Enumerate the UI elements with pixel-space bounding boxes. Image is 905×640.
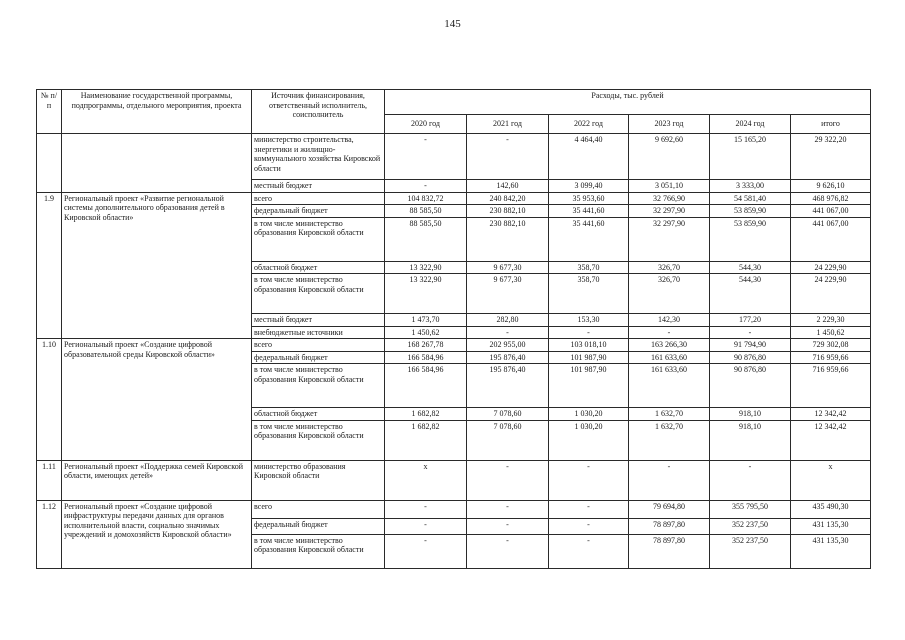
year-value: - <box>467 134 549 180</box>
year-value: 177,20 <box>710 314 791 327</box>
table-row <box>37 134 871 180</box>
total-value: 9 626,10 <box>791 180 871 193</box>
year-value: 1 030,20 <box>549 408 629 421</box>
year-value: 326,70 <box>629 274 710 314</box>
year-value: 166 584,96 <box>385 351 467 364</box>
year-value: 230 882,10 <box>467 205 549 218</box>
year-value: 79 694,80 <box>629 500 710 518</box>
year-value: 352 237,50 <box>710 534 791 568</box>
funding-source: в том числе министерство образования Кировской области <box>252 534 385 568</box>
total-value: 431 135,30 <box>791 518 871 534</box>
year-value: - <box>467 518 549 534</box>
year-value: 7 078,60 <box>467 408 549 421</box>
year-value: - <box>549 460 629 500</box>
year-value: 1 632,70 <box>629 420 710 460</box>
funding-source: областной бюджет <box>252 408 385 421</box>
year-value: 88 585,50 <box>385 205 467 218</box>
total-value: 468 976,82 <box>791 192 871 205</box>
year-value: 32 297,90 <box>629 217 710 261</box>
year-value: 101 987,90 <box>549 351 629 364</box>
table-row <box>37 500 871 518</box>
row-number: 1.11 <box>37 460 62 500</box>
year-value: 161 633,60 <box>629 351 710 364</box>
header-number: № п/п <box>37 90 62 134</box>
year-value: 355 795,50 <box>710 500 791 518</box>
year-value: 90 876,80 <box>710 351 791 364</box>
year-value: 240 842,20 <box>467 192 549 205</box>
year-value: 1 473,70 <box>385 314 467 327</box>
program-name: Региональный проект «Создание цифровой образовательной среды Кировской области» <box>62 339 252 461</box>
row-number: 1.9 <box>37 192 62 339</box>
year-value: 358,70 <box>549 261 629 274</box>
page-number: 145 <box>444 18 461 30</box>
year-value: 1 030,20 <box>549 420 629 460</box>
year-value: - <box>549 326 629 339</box>
funding-source: федеральный бюджет <box>252 518 385 534</box>
year-value: 195 876,40 <box>467 364 549 408</box>
year-value: - <box>385 500 467 518</box>
total-value: 24 229,90 <box>791 261 871 274</box>
program-name: Региональный проект «Развитие региональной системы дополнительного образования детей в Кировской области» <box>62 192 252 339</box>
year-value: - <box>467 500 549 518</box>
year-value: 544,30 <box>710 274 791 314</box>
year-value: 918,10 <box>710 408 791 421</box>
table-row <box>37 460 871 500</box>
year-value: 35 441,60 <box>549 205 629 218</box>
year-value: - <box>467 460 549 500</box>
funding-source: областной бюджет <box>252 261 385 274</box>
year-value: 230 882,10 <box>467 217 549 261</box>
year-value: 15 165,20 <box>710 134 791 180</box>
year-value: 326,70 <box>629 261 710 274</box>
funding-source: в том числе министерство образования Кировской области <box>252 364 385 408</box>
funding-source: федеральный бюджет <box>252 351 385 364</box>
year-value: 166 584,96 <box>385 364 467 408</box>
header-year: 2021 год <box>467 115 549 134</box>
year-value: 1 632,70 <box>629 408 710 421</box>
year-value: - <box>549 518 629 534</box>
total-value: 441 067,00 <box>791 205 871 218</box>
year-value: 142,30 <box>629 314 710 327</box>
year-value: 9 677,30 <box>467 274 549 314</box>
year-value: - <box>710 460 791 500</box>
year-value: - <box>629 460 710 500</box>
year-value: 161 633,60 <box>629 364 710 408</box>
total-value: 29 322,20 <box>791 134 871 180</box>
header-name: Наименование государственной программы, подпрограммы, отдельного мероприятия, проекта <box>62 90 252 134</box>
year-value: 1 682,82 <box>385 420 467 460</box>
year-value: 88 585,50 <box>385 217 467 261</box>
year-value: 91 794,90 <box>710 339 791 352</box>
year-value: 104 832,72 <box>385 192 467 205</box>
funding-source: министерство образования Кировской области <box>252 460 385 500</box>
header-year: 2022 год <box>549 115 629 134</box>
year-value: 13 322,90 <box>385 274 467 314</box>
total-value: 24 229,90 <box>791 274 871 314</box>
year-value: 13 322,90 <box>385 261 467 274</box>
total-value: 716 959,66 <box>791 364 871 408</box>
total-value: 2 229,30 <box>791 314 871 327</box>
total-value: 431 135,30 <box>791 534 871 568</box>
funding-source: местный бюджет <box>252 314 385 327</box>
funding-source: всего <box>252 500 385 518</box>
year-value: 9 692,60 <box>629 134 710 180</box>
year-value: - <box>549 534 629 568</box>
year-value: 163 266,30 <box>629 339 710 352</box>
year-value: 3 333,00 <box>710 180 791 193</box>
year-value: - <box>629 326 710 339</box>
year-value: - <box>385 534 467 568</box>
year-value: 7 078,60 <box>467 420 549 460</box>
year-value: 53 859,90 <box>710 217 791 261</box>
expenses-table <box>36 89 871 569</box>
year-value: 9 677,30 <box>467 261 549 274</box>
year-value: 1 450,62 <box>385 326 467 339</box>
year-value: - <box>549 500 629 518</box>
year-value: 168 267,78 <box>385 339 467 352</box>
row-number: 1.12 <box>37 500 62 568</box>
total-value: 12 342,42 <box>791 408 871 421</box>
year-value: 142,60 <box>467 180 549 193</box>
header-year: 2023 год <box>629 115 710 134</box>
year-value: 4 464,40 <box>549 134 629 180</box>
funding-source: всего <box>252 339 385 352</box>
year-value: - <box>710 326 791 339</box>
year-value: 352 237,50 <box>710 518 791 534</box>
year-value: 53 859,90 <box>710 205 791 218</box>
total-value: 1 450,62 <box>791 326 871 339</box>
row-number: 1.10 <box>37 339 62 461</box>
table-row <box>37 339 871 352</box>
year-value: 32 766,90 <box>629 192 710 205</box>
program-name: Региональный проект «Поддержка семей Кировской области, имеющих детей» <box>62 460 252 500</box>
funding-source: всего <box>252 192 385 205</box>
year-value: 35 953,60 <box>549 192 629 205</box>
year-value: 78 897,80 <box>629 534 710 568</box>
total-value: 12 342,42 <box>791 420 871 460</box>
total-value: 716 959,66 <box>791 351 871 364</box>
header-year: 2020 год <box>385 115 467 134</box>
header-expenses: Расходы, тыс. рублей <box>385 90 871 115</box>
funding-source: в том числе министерство образования Кировской области <box>252 274 385 314</box>
year-value: 90 876,80 <box>710 364 791 408</box>
year-value: 78 897,80 <box>629 518 710 534</box>
year-value: - <box>385 180 467 193</box>
header-total: итого <box>791 115 871 134</box>
row-number <box>37 134 62 193</box>
table-row <box>37 192 871 205</box>
year-value: 3 099,40 <box>549 180 629 193</box>
year-value: 358,70 <box>549 274 629 314</box>
year-value: - <box>467 534 549 568</box>
year-value: 54 581,40 <box>710 192 791 205</box>
funding-source: федеральный бюджет <box>252 205 385 218</box>
header-source: Источник финансирования, ответственный исполнитель, соисполнитель <box>252 90 385 134</box>
year-value: 35 441,60 <box>549 217 629 261</box>
year-value: 1 682,82 <box>385 408 467 421</box>
table-body <box>37 134 871 569</box>
year-value: 103 018,10 <box>549 339 629 352</box>
funding-source: местный бюджет <box>252 180 385 193</box>
year-value: - <box>385 518 467 534</box>
year-value: - <box>385 134 467 180</box>
year-value: 282,80 <box>467 314 549 327</box>
total-value: x <box>791 460 871 500</box>
year-value: 101 987,90 <box>549 364 629 408</box>
year-value: 544,30 <box>710 261 791 274</box>
funding-source: министерство строительства, энергетики и жилищно-коммунального хозяйства Кировской области <box>252 134 385 180</box>
year-value: 153,30 <box>549 314 629 327</box>
program-name <box>62 134 252 193</box>
header-year: 2024 год <box>710 115 791 134</box>
funding-source: в том числе министерство образования Кировской области <box>252 420 385 460</box>
year-value: - <box>467 326 549 339</box>
funding-source: внебюджетные источники <box>252 326 385 339</box>
total-value: 729 302,08 <box>791 339 871 352</box>
year-value: x <box>385 460 467 500</box>
year-value: 195 876,40 <box>467 351 549 364</box>
program-name: Региональный проект «Создание цифровой инфраструктуры передачи данных для органов исполнительной власти, социально значимых учреждений и домохозяйств Кировской области» <box>62 500 252 568</box>
year-value: 202 955,00 <box>467 339 549 352</box>
funding-source: в том числе министерство образования Кировской области <box>252 217 385 261</box>
year-value: 918,10 <box>710 420 791 460</box>
total-value: 435 490,30 <box>791 500 871 518</box>
year-value: 3 051,10 <box>629 180 710 193</box>
total-value: 441 067,00 <box>791 217 871 261</box>
year-value: 32 297,90 <box>629 205 710 218</box>
